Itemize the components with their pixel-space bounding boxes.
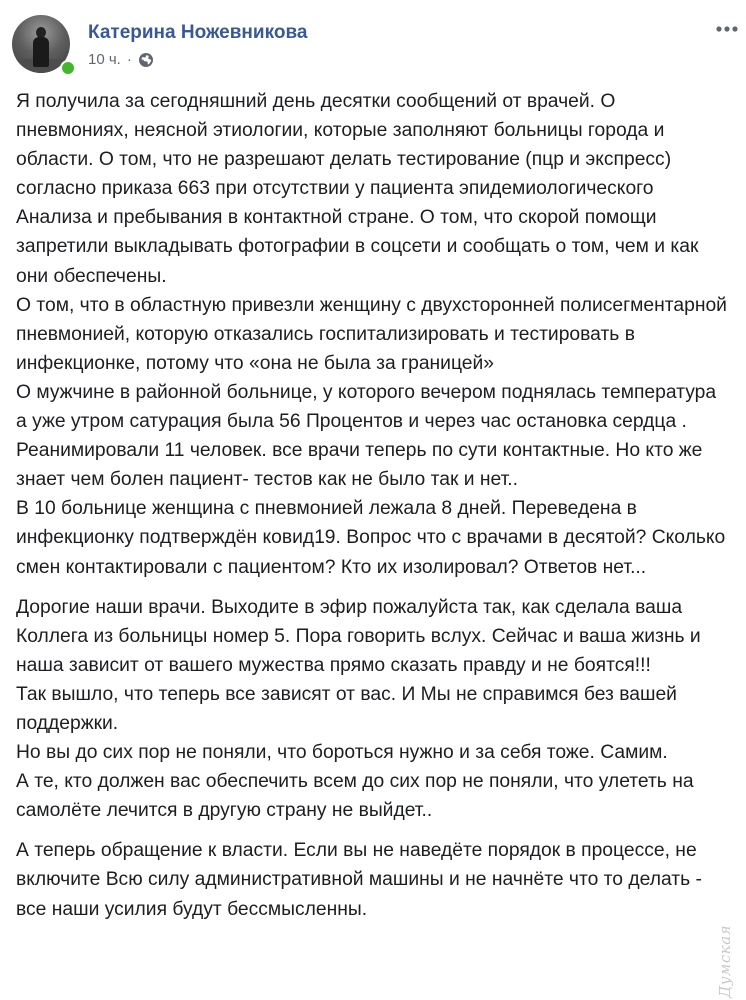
avatar-figure-body [33,37,49,67]
watermark: Думская [716,924,734,998]
post-paragraph: О том, что в областную привезли женщину с двухсторонней полисегментарной пневмонией, которую отказались госпитализировать и тестировать в инфекционке, потому что «она не была за границей» [16,294,727,374]
author-name[interactable]: Катерина Ножевникова [88,22,308,43]
meta-separator: · [126,51,132,68]
online-status-indicator [60,60,76,76]
post-meta [88,51,154,68]
post-paragraph: О мужчине в районной больнице, у которого вечером поднялась температура а уже утром сатурация была 56 Процентов и через час остановка сердца . Реанимировали 11 человек. все врачи теперь по сути контактные. Но кто же знает чем болен пациент- тестов как не было так и нет.. [16,381,717,491]
post-paragraph: Я получила за сегодняшний день десятки сообщений от врачей. О пневмониях, неясной этиологии, которые заполняют больницы города и области. О том, что не разрешают делать тестирование (пцр и экспресс) согласно приказа 663 при отсутствии у пациента эпидемиологического Анализа и пребывания в контактной стране. О том, что скорой помощи запретили выкладывать фотографии в соцсети и сообщать о том, чем и как они обеспечены. [16,91,699,287]
post-paragraph: Так вышло, что теперь все зависят от вас. И Мы не справимся без вашей поддержки. [16,683,677,734]
more-horizontal-icon[interactable] [716,18,738,40]
post-header [0,0,746,80]
post-paragraph: А теперь обращение к власти. Если вы не наведёте порядок в процессе, не включите Всю силу административной машины и не начнёте что то делать - все наши усилия будут бессмысленны. [16,840,702,920]
post-paragraph: Дорогие наши врачи. Выходите в эфир пожалуйста так, как сделала ваша Коллега из больницы номер 5. Пора говорить вслух. Сейчас и ваша жизнь и наша зависит от вашего мужества прямо сказать правду и не боятся!!! [16,596,701,676]
post-time[interactable]: 10 ч. [88,51,121,68]
post-paragraph: В 10 больнице женщина с пневмонией лежала 8 дней. Переведена в инфекционку подтверждён ковид19. Вопрос что с врачами в десятой? Сколько смен контактировали с пациентом? Кто их изолировал? Ответов нет... [16,498,726,578]
post-paragraph: Но вы до сих пор не поняли, что бороться нужно и за себя тоже. Самим. [16,742,668,764]
post-body [16,87,731,924]
globe-icon[interactable] [138,52,154,68]
post-paragraph: А те, кто должен вас обеспечить всем до сих пор не поняли, что улететь на самолёте лечится в другую страну не выйдет.. [16,771,694,822]
